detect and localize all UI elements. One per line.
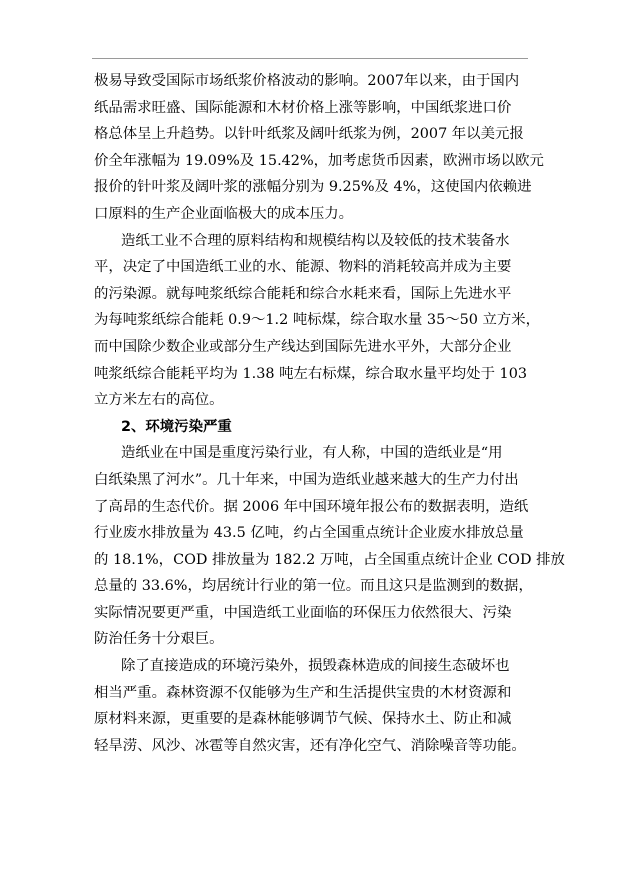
text-line: 立方米左右的高位。 [94, 392, 224, 409]
paragraph [94, 653, 528, 759]
text-line: 而中国除少数企业或部分生产线达到国际先进水平外，大部分企业 [94, 338, 512, 355]
text-line: 轻旱涝、风沙、冰雹等自然灾害，还有净化空气、消除噪音等功能。 [94, 737, 526, 754]
text-line: 防治任务十分艰巨。 [94, 631, 224, 648]
heading-text: 2、环境污染严重 [121, 418, 232, 435]
text-line: 报价的针叶浆及阔叶浆的涨幅分别为 9.25%及 4%，这使国内依赖进 [94, 179, 532, 196]
text-line: 为每吨浆纸综合能耗 0.9～1.2 吨标煤，综合取水量 35～50 立方米， [94, 312, 541, 329]
paragraph [94, 440, 565, 653]
section-heading [94, 414, 528, 441]
text-line: 除了直接造成的环境污染外，损毁森林造成的间接生态破坏也 [121, 658, 510, 675]
document-body [94, 68, 565, 759]
paragraph [94, 68, 544, 228]
text-line: 格总体呈上升趋势。以针叶纸浆及阔叶纸浆为例，2007 年以美元报 [94, 126, 524, 143]
text-line: 行业废水排放量为 43.5 亿吨，约占全国重点统计企业废水排放总量 [94, 525, 524, 542]
text-line: 的污染源。就每吨浆纸综合能耗和综合水耗来看，国际上先进水平 [94, 285, 512, 302]
text-line: 的 18.1%，COD 排放量为 182.2 万吨，占全国重点统计企业 COD 排放 [94, 551, 565, 568]
text-line: 白纸染黑了河水”。几十年来，中国为造纸业越来越大的生产力付出 [94, 471, 519, 488]
text-line: 造纸业在中国是重度污染行业，有人称，中国的造纸业是“用 [121, 445, 503, 462]
text-line: 相当严重。森林资源不仅能够为生产和生活提供宝贵的木材资源和 [94, 684, 512, 701]
text-line: 平，决定了中国造纸工业的水、能源、物料的消耗较高并成为主要 [94, 259, 512, 276]
text-line: 口原料的生产企业面临极大的成本压力。 [94, 205, 354, 222]
text-line: 造纸工业不合理的原料结构和规模结构以及较低的技术装备水 [121, 232, 510, 249]
paragraph [94, 228, 541, 414]
text-line: 实际情况要更严重，中国造纸工业面临的环保压力依然很大、污染 [94, 604, 512, 621]
header-rule [92, 58, 528, 59]
text-line: 了高昂的生态代价。据 2006 年中国环境年报公布的数据表明，造纸 [94, 498, 529, 515]
text-line: 吨浆纸综合能耗平均为 1.38 吨左右标煤，综合取水量平均处于 103 [94, 365, 527, 382]
text-line: 纸品需求旺盛、国际能源和木材价格上涨等影响，中国纸浆进口价 [94, 99, 512, 116]
text-line: 极易导致受国际市场纸浆价格波动的影响。2007年以来，由于国内 [94, 73, 520, 89]
text-line: 原材料来源，更重要的是森林能够调节气候、保持水土、防止和减 [94, 711, 512, 728]
text-line: 总量的 33.6%，均居统计行业的第一位。而且这只是监测到的数据， [94, 578, 533, 595]
text-line: 价全年涨幅为 19.09%及 15.42%，加考虑货币因素，欧洲市场以欧元 [94, 152, 544, 169]
